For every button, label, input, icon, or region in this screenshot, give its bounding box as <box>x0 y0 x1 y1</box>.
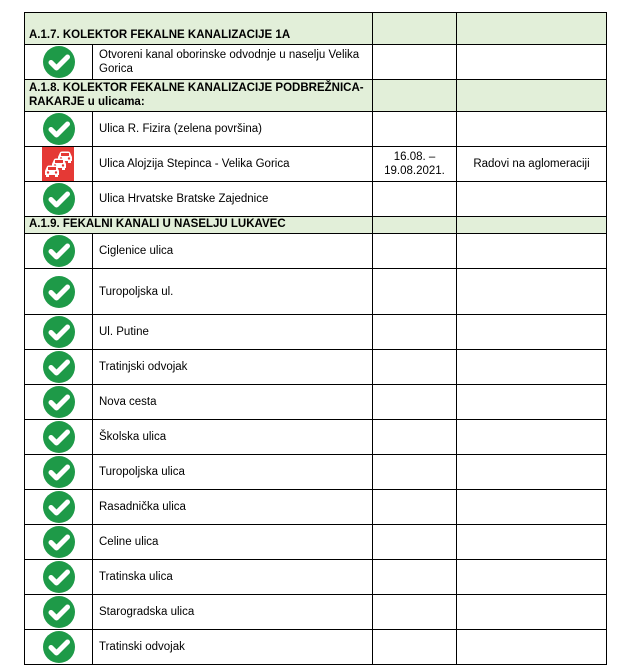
closure-note <box>457 234 607 269</box>
closure-date <box>373 385 457 420</box>
closure-date <box>373 560 457 595</box>
table-row <box>25 490 607 525</box>
road-name: Celine ulica <box>93 525 373 560</box>
road-name: Starogradska ulica <box>93 595 373 630</box>
status-cell <box>25 350 93 385</box>
status-cell <box>25 315 93 350</box>
closure-note <box>457 490 607 525</box>
section-note-cell <box>457 80 607 112</box>
status-cell <box>25 420 93 455</box>
status-cell <box>25 455 93 490</box>
road-name: Rasadnička ulica <box>93 490 373 525</box>
road-name: Školska ulica <box>93 420 373 455</box>
check-circle-icon <box>42 560 76 594</box>
road-name: Otvoreni kanal oborinske odvodnje u naselju Velika Gorica <box>93 45 373 80</box>
table-row <box>25 595 607 630</box>
section-note-cell <box>457 217 607 234</box>
table-body <box>25 13 607 665</box>
section-date-cell <box>373 217 457 234</box>
closure-date: 16.08. – 19.08.2021. <box>373 147 457 182</box>
section-title: A.1.7. KOLEKTOR FEKALNE KANALIZACIJE 1A <box>25 13 373 45</box>
status-cell <box>25 525 93 560</box>
check-circle-icon <box>42 420 76 454</box>
closure-date <box>373 595 457 630</box>
road-name: Ulica Hrvatske Bratske Zajednice <box>93 182 373 217</box>
check-circle-icon <box>42 455 76 489</box>
road-name: Ciglenice ulica <box>93 234 373 269</box>
closure-note <box>457 385 607 420</box>
closure-date <box>373 490 457 525</box>
section-date-cell <box>373 80 457 112</box>
status-cell <box>25 112 93 147</box>
table-row <box>25 182 607 217</box>
status-cell <box>25 147 93 182</box>
check-circle-icon <box>42 350 76 384</box>
closure-note <box>457 455 607 490</box>
check-circle-icon <box>42 490 76 524</box>
road-name: Ulica Alojzija Stepinca - Velika Gorica <box>93 147 373 182</box>
closure-date <box>373 269 457 315</box>
section-title: A.1.8. KOLEKTOR FEKALNE KANALIZACIJE PODBREŽNICA-RAKARJE u ulicama: <box>25 80 373 112</box>
closure-date <box>373 420 457 455</box>
closure-note <box>457 630 607 665</box>
closure-note <box>457 112 607 147</box>
status-cell <box>25 182 93 217</box>
check-circle-icon <box>42 595 76 629</box>
closure-note <box>457 182 607 217</box>
check-circle-icon <box>42 182 76 216</box>
table-row <box>25 112 607 147</box>
check-circle-icon <box>42 275 76 309</box>
check-circle-icon <box>42 385 76 419</box>
check-circle-icon <box>42 315 76 349</box>
table-row <box>25 315 607 350</box>
check-circle-icon <box>42 112 76 146</box>
closure-date <box>373 234 457 269</box>
status-cell <box>25 490 93 525</box>
section-header-row <box>25 217 607 234</box>
closure-note <box>457 420 607 455</box>
closure-note <box>457 350 607 385</box>
table-row <box>25 45 607 80</box>
table-row <box>25 269 607 315</box>
status-cell <box>25 595 93 630</box>
road-name: Tratinska ulica <box>93 560 373 595</box>
table-row <box>25 630 607 665</box>
check-circle-icon <box>42 525 76 559</box>
closure-note <box>457 595 607 630</box>
section-date-cell <box>373 13 457 45</box>
closure-date <box>373 45 457 80</box>
road-name: Nova cesta <box>93 385 373 420</box>
status-cell <box>25 45 93 80</box>
status-cell <box>25 234 93 269</box>
table-row <box>25 560 607 595</box>
table-row <box>25 420 607 455</box>
traffic-jam-icon <box>42 147 76 181</box>
closure-note <box>457 560 607 595</box>
closure-date <box>373 525 457 560</box>
status-cell <box>25 269 93 315</box>
road-name: Turopoljska ulica <box>93 455 373 490</box>
closure-note <box>457 525 607 560</box>
road-name: Ul. Putine <box>93 315 373 350</box>
table-row <box>25 385 607 420</box>
road-name: Tratinjski odvojak <box>93 350 373 385</box>
road-works-table <box>24 12 607 665</box>
status-cell <box>25 560 93 595</box>
closure-date <box>373 182 457 217</box>
closure-date <box>373 315 457 350</box>
table-row <box>25 234 607 269</box>
table-row <box>25 525 607 560</box>
closure-note <box>457 269 607 315</box>
section-note-cell <box>457 13 607 45</box>
table-row <box>25 455 607 490</box>
road-name: Ulica R. Fizira (zelena površina) <box>93 112 373 147</box>
table-row <box>25 147 607 182</box>
status-cell <box>25 630 93 665</box>
closure-note: Radovi na aglomeraciji <box>457 147 607 182</box>
road-name: Tratinski odvojak <box>93 630 373 665</box>
section-title: A.1.9. FEKALNI KANALI U NASELJU LUKAVEC <box>25 217 373 234</box>
closure-date <box>373 455 457 490</box>
road-name: Turopoljska ul. <box>93 269 373 315</box>
closure-note <box>457 45 607 80</box>
section-header-row <box>25 13 607 45</box>
closure-date <box>373 630 457 665</box>
check-circle-icon <box>42 234 76 268</box>
check-circle-icon <box>42 630 76 664</box>
closure-date <box>373 350 457 385</box>
check-circle-icon <box>42 45 76 79</box>
table-row <box>25 350 607 385</box>
section-header-row <box>25 80 607 112</box>
closure-note <box>457 315 607 350</box>
closure-date <box>373 112 457 147</box>
status-cell <box>25 385 93 420</box>
